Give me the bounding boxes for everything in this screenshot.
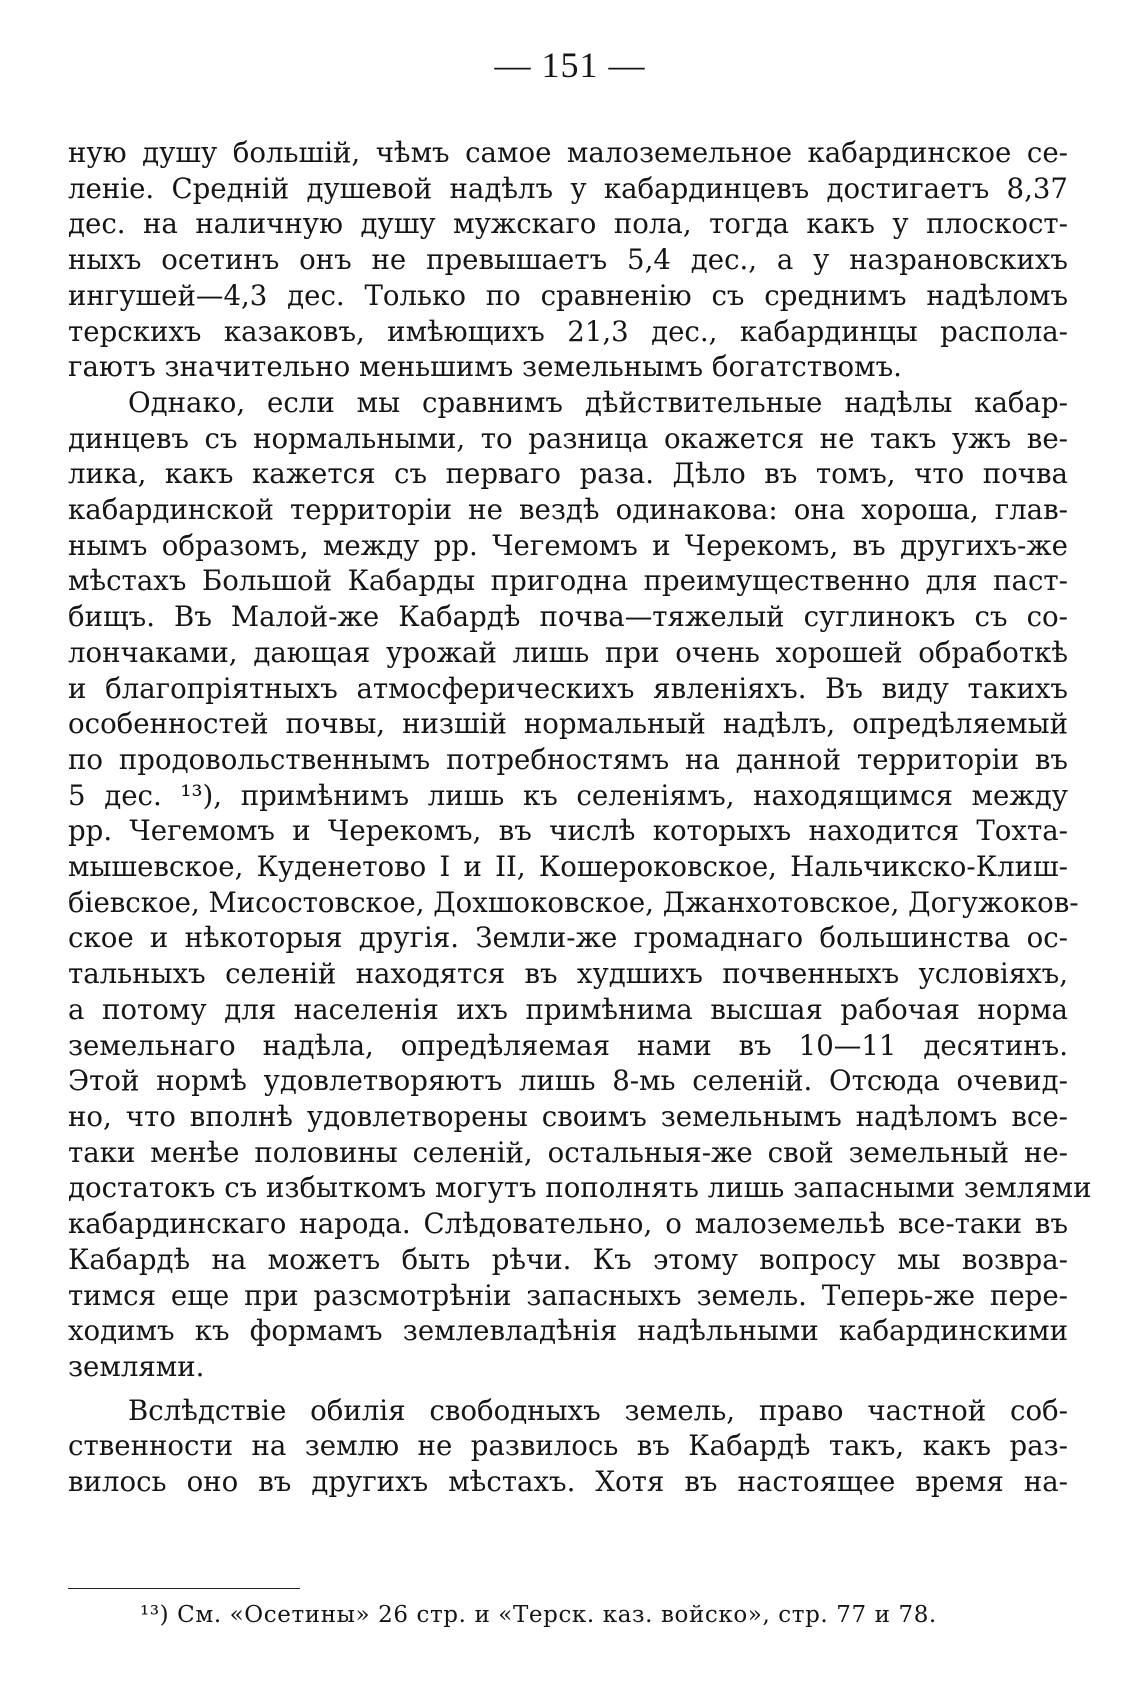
text-line: дес. на наличную душу мужскаго пола, тогда какъ у плоскост- bbox=[68, 207, 1068, 241]
page-number: — 151 — bbox=[494, 45, 646, 85]
text-line: динцевъ съ нормальными, то разница окажется не такъ ужъ ве- bbox=[68, 421, 1068, 455]
text-line: ственности на землю не развилось въ Кабардѣ такъ, какъ раз- bbox=[68, 1429, 1068, 1463]
text-line: землями. bbox=[68, 1349, 205, 1383]
paragraph bbox=[68, 135, 1068, 385]
text-line: тимся еще при разсмотрѣніи запасныхъ земель. Теперь-же пере- bbox=[68, 1278, 1068, 1312]
text-line: а потому для населенія ихъ примѣнима высшая рабочая норма bbox=[68, 992, 1068, 1026]
text-line: ную душу большій, чѣмъ самое малоземельное кабардинское се- bbox=[68, 136, 1068, 169]
text-line: и благопріятныхъ атмосферическихъ явленіяхъ. Въ виду такихъ bbox=[68, 671, 1068, 705]
text-line: кабардинской территоріи не вездѣ одинакова: она хороша, глав- bbox=[68, 493, 1068, 527]
text-line: достатокъ съ избыткомъ могутъ пополнять лишь запасными землями bbox=[68, 1171, 1092, 1205]
text-line: но, что вполнѣ удовлетворены своимъ земельнымъ надѣломъ все- bbox=[68, 1099, 1068, 1133]
text-line: ходимъ къ формамъ землевладѣнія надѣльными кабардинскими bbox=[68, 1314, 1068, 1348]
text-line: ныхъ осетинъ онъ не превышаетъ 5,4 дес., а у назрановскихъ bbox=[68, 243, 1068, 277]
text-line: земельнаго надѣла, опредѣляемая нами въ 10—11 десятинъ. bbox=[68, 1028, 1068, 1062]
text-line: кабардинскаго народа. Слѣдовательно, о малоземельѣ все-таки въ bbox=[68, 1207, 1068, 1241]
text-line: нымъ образомъ, между рр. Чегемомъ и Черекомъ, въ другихъ-же bbox=[68, 528, 1068, 562]
body-text bbox=[68, 135, 1092, 1500]
text-line: вилось оно въ другихъ мѣстахъ. Хотя въ настоящее время на- bbox=[68, 1465, 1068, 1499]
paragraph bbox=[68, 385, 1092, 1385]
paragraph bbox=[68, 1393, 1068, 1500]
text-line: біевское, Мисостовское, Дохшоковское, Джанхотовское, Догужоков- bbox=[68, 885, 1079, 919]
text-line: гаютъ значительно меньшимъ земельнымъ богатствомъ. bbox=[68, 350, 902, 384]
text-line: бищъ. Въ Малой-же Кабардѣ почва—тяжелый суглинокъ съ со- bbox=[68, 600, 1068, 634]
text-line: лончаками, дающая урожай лишь при очень хорошей обработкѣ bbox=[68, 635, 1068, 669]
text-line: мышевское, Куденетово I и II, Кошероковское, Нальчикско-Клиш- bbox=[68, 850, 1068, 884]
text-line: тальныхъ селеній находятся въ худшихъ почвенныхъ условіяхъ, bbox=[68, 957, 1068, 991]
text-line: Однако, если мы сравнимъ дѣйствительные надѣлы кабар- bbox=[128, 385, 1068, 419]
footnote: ¹³) См. «Осетины» 26 стр. и «Терск. каз. войско», стр. 77 и 78. bbox=[140, 1602, 937, 1628]
text-line: ингушей—4,3 дес. Только по сравненію съ среднимъ надѣломъ bbox=[68, 278, 1068, 312]
text-line: Кабардѣ на можетъ быть рѣчи. Къ этому вопросу мы возвра- bbox=[68, 1242, 1068, 1276]
text-line: рр. Чегемомъ и Черекомъ, въ числѣ которыхъ находится Тохта- bbox=[68, 814, 1068, 848]
text-line: 5 дес. ¹³), примѣнимъ лишь къ селеніямъ, находящимся между bbox=[68, 778, 1068, 812]
footnote-divider bbox=[68, 1588, 300, 1589]
text-line: лика, какъ кажется съ перваго раза. Дѣло въ томъ, что почва bbox=[68, 457, 1068, 491]
text-line: леніе. Средній душевой надѣлъ у кабардинцевъ достигаетъ 8,37 bbox=[68, 171, 1068, 205]
paragraph-gap bbox=[68, 1385, 1068, 1393]
text-line: особенностей почвы, низшій нормальный надѣлъ, опредѣляемый bbox=[68, 707, 1068, 741]
text-line: мѣстахъ Большой Кабарды пригодна преимущественно для паст- bbox=[68, 564, 1068, 598]
text-line: по продовольственнымъ потребностямъ на данной территоріи въ bbox=[68, 742, 1068, 776]
text-line: Вслѣдствіе обилія свободныхъ земель, право частной соб- bbox=[128, 1393, 1068, 1427]
text-line: таки менѣе половины селеній, остальныя-же свой земельный не- bbox=[68, 1135, 1068, 1169]
text-line: ское и нѣкоторыя другія. Земли-же громаднаго большинства ос- bbox=[68, 921, 1068, 955]
text-line: терскихъ казаковъ, имѣющихъ 21,3 дес., кабардинцы распола- bbox=[68, 314, 1068, 348]
text-line: Этой нормѣ удовлетворяютъ лишь 8-мь селеній. Отсюда очевид- bbox=[68, 1064, 1068, 1098]
